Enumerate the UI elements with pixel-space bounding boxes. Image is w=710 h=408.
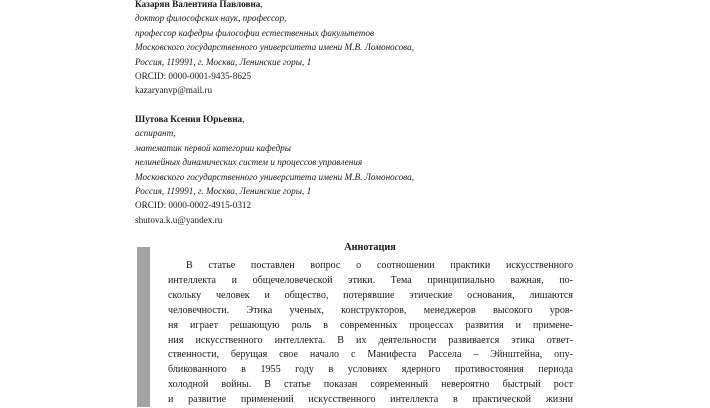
abstract-line: холодной войны. В статье показан современный невероятно быстрый рост xyxy=(168,379,573,391)
abstract-title: Аннотация xyxy=(344,242,396,253)
author-address: Россия, 119991, г. Москва, Ленинские горы, 1 xyxy=(135,56,312,67)
abstract-line: бликованного в 1955 году в условиях ядерного противостояния периода xyxy=(168,364,573,376)
abstract-line: ственности, берущая свое начало с Манифеста Рассела – Эйнштейна, опу- xyxy=(168,349,573,361)
author-degree: доктор философских наук, профессор, xyxy=(135,13,287,24)
abstract-line: ния искусственного интеллекта. В их деятельности развивается этика ответ- xyxy=(168,334,573,346)
abstract-line: ня играет решающую роль в современных процессах развития и примене- xyxy=(168,319,573,331)
author-name-line: Шутова Ксения Юрьевна, xyxy=(135,114,245,124)
abstract-line: и развитие применений искусственного интеллекта в практической жизни xyxy=(168,394,573,406)
author-university: Московского государственного университета имени М.В. Ломоносова, xyxy=(135,171,415,182)
author-university: Московского государственного университета имени М.В. Ломоносова, xyxy=(135,42,415,53)
author-name: Казарян Валентина Павловна xyxy=(135,0,261,9)
author-position: профессор кафедры философии естественных факультетов xyxy=(135,27,374,38)
author-position-2: нелинейных динамических систем и процессов управления xyxy=(135,157,363,168)
author-block-2 xyxy=(135,112,414,227)
author-email: kazaryanvp@mail.ru xyxy=(135,85,213,96)
author-name: Шутова Ксения Юрьевна xyxy=(135,114,243,124)
author-block-1 xyxy=(135,0,414,98)
abstract-body xyxy=(168,259,573,408)
abstract-line: интеллекта и общечеловеческой этики. Тема принципиально важная, по- xyxy=(168,274,573,286)
author-orcid: ORCID: 0000-0002-4915-0312 xyxy=(135,200,252,211)
author-email: shutova.k.u@yandex.ru xyxy=(135,214,223,225)
author-address: Россия, 119991, г. Москва, Ленинские горы, 1 xyxy=(135,186,312,197)
author-orcid: ORCID: 0000-0001-9435-8625 xyxy=(135,71,252,82)
abstract-side-bar xyxy=(137,247,150,407)
author-degree: аспирант, xyxy=(135,128,176,139)
abstract-line: человечности. Этика ученых, конструкторов, менеджеров высокого уров- xyxy=(168,304,573,316)
author-position-1: математик первой категории кафедры xyxy=(135,142,291,153)
abstract-line: В статье поставлен вопрос о соотношении практики искусственного xyxy=(186,260,573,271)
abstract-line: скольку человек и общество, потерявшие этические основания, лишаются xyxy=(168,289,573,301)
author-name-line: Казарян Валентина Павловна, xyxy=(135,0,263,9)
